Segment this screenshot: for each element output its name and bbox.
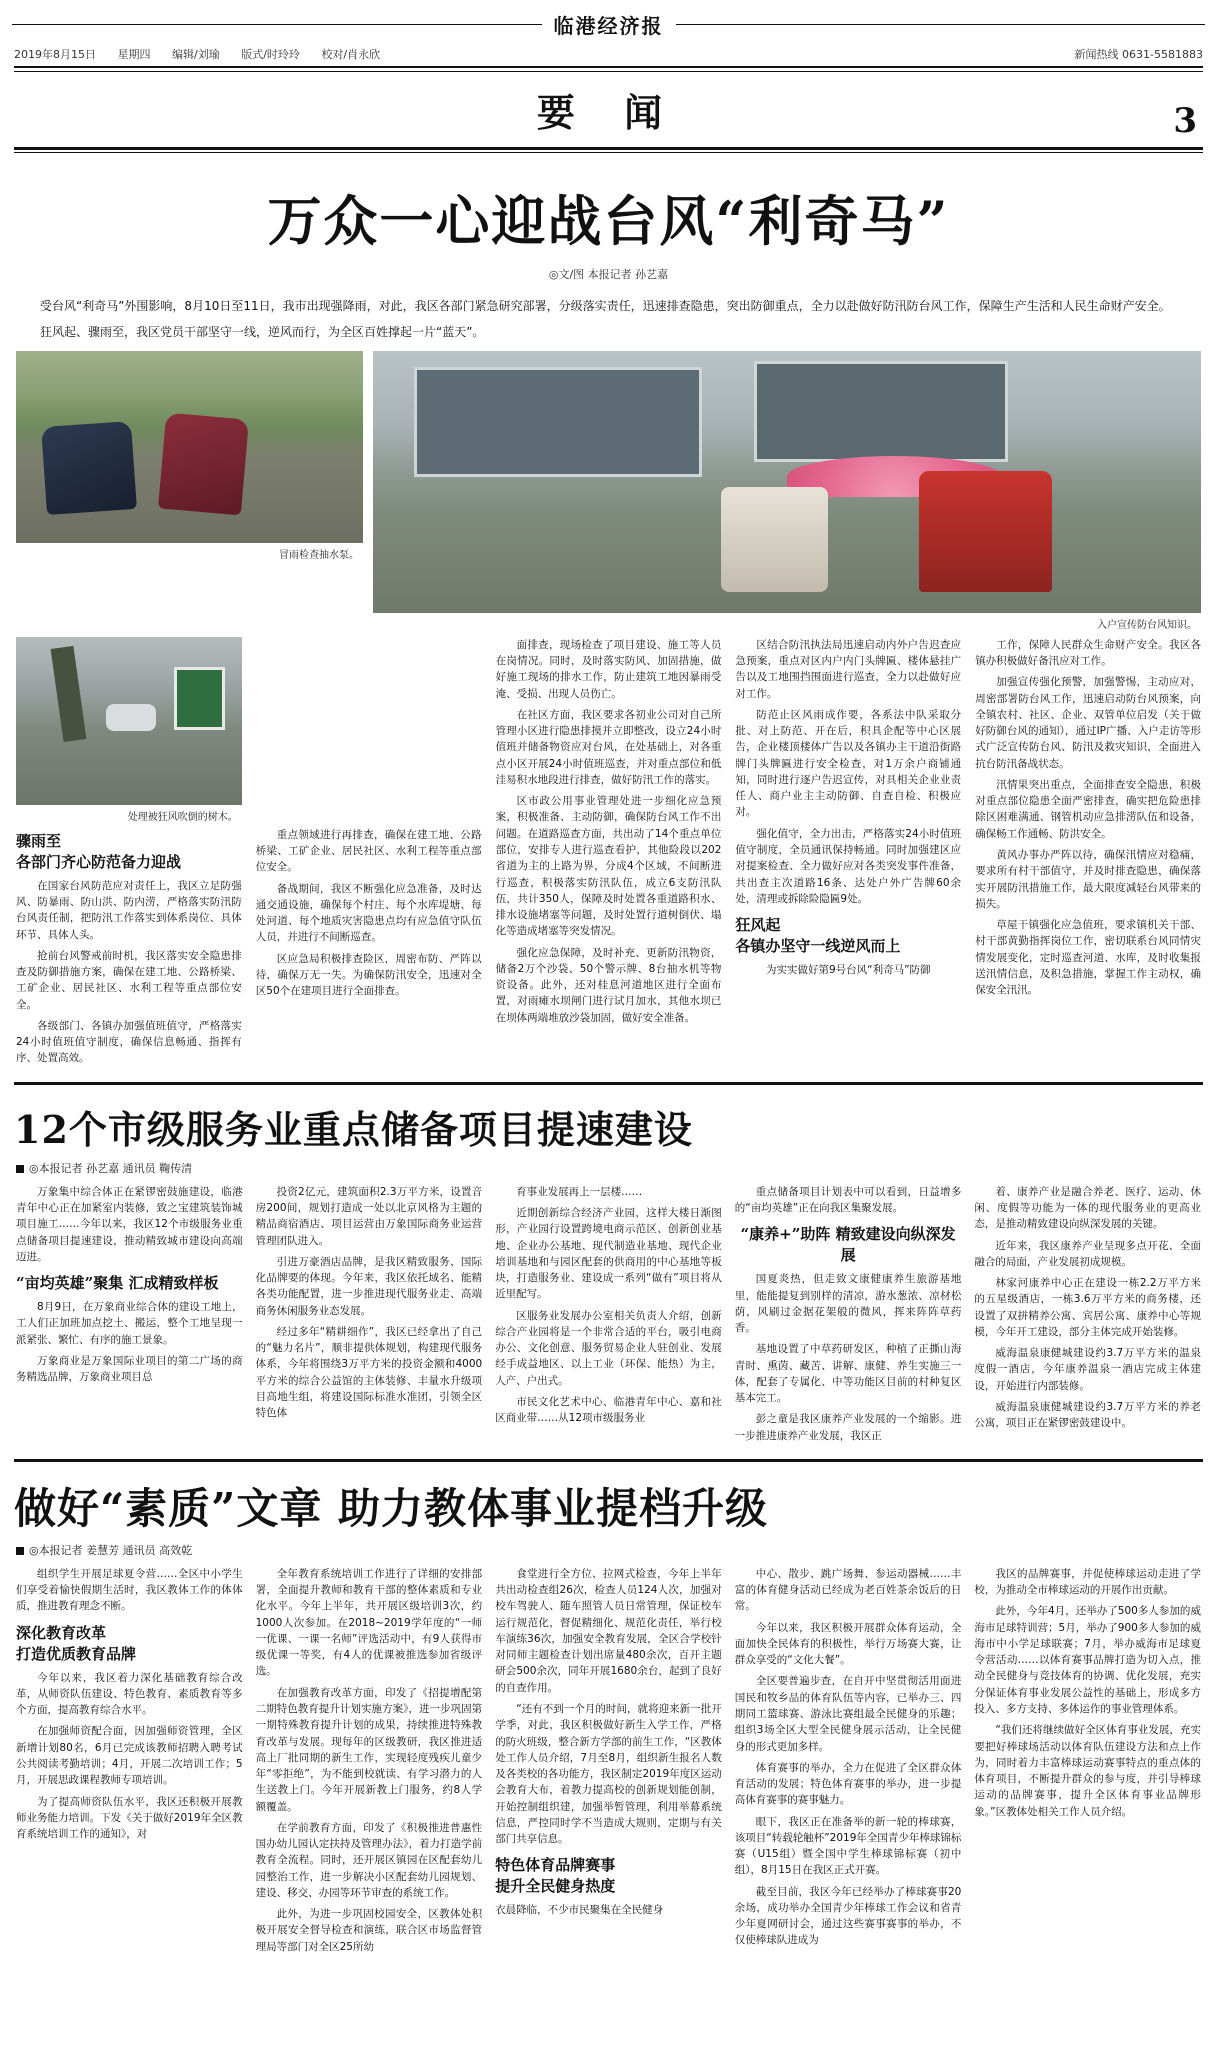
- masthead: [0, 0, 1217, 43]
- a2-c5-p2: 近年来，我区康养产业呈现多点开花、全面融合的局面，产业发展初成规模。: [974, 1239, 1201, 1268]
- article3-col-1: [16, 1566, 243, 1960]
- photo3-sign: [174, 667, 225, 730]
- a2-c2-p1: 投资2亿元，建筑面积2.3万平方米，设置音房200间，规划打造成一处以北京风格为主题的精品商宿酒店、项目运营由万象国际商务业运营管理团队进入。: [255, 1185, 483, 1247]
- a3-c4-p2: 今年以来，我区积极开展群众体育运动，全面加快全民体育的积极性，举行万场赛大赛，让群众享受的“文化大餐”。: [734, 1621, 962, 1667]
- article2-col-3: [495, 1184, 722, 1449]
- lead-c4-tagline: 为实实做好第9号台风“利奇马”防御: [766, 964, 931, 977]
- lead-c3-p4: 强化应急保障，及时补充、更新防汛物资，储备2万个沙袋、50个警示牌、8台抽水机等物资设备。此外，还对桂息河道地区进行全面布置，对雨瘫水坝闸门进行试月加水，其他水坝已在坝体两端堆放沙袋加固，做好安全准备。: [495, 946, 722, 1024]
- a2-c4-p1: 重点储备项目计划表中可以看到，日益增多的“亩均英雄”正在向我区集聚发展。: [734, 1185, 962, 1214]
- a2-c2-p3: 经过多年“精耕细作”，我区已经拿出了自己的“魅力名片”，顺非提供体规划，构建现代服务体系，今年将围绕3万平方米的投资金额和4000平方米的综合公益馆的主体装修、丰量水升级项目高地生组，将建设国际标准水准团，引领全区特色体: [255, 1325, 483, 1420]
- a2-c4-p4: 彭之童是我区康养产业发展的一个缩影。进一步推进康养产业发展，我区正: [734, 1413, 962, 1442]
- lead-c5-p1: 工作，保障人民群众生命财产安全。我区各镇办积极做好备汛应对工作。: [975, 638, 1201, 668]
- lead-col-1-text: [16, 878, 242, 1067]
- article3-subhead-b-line1: 特色体育品牌赛事: [495, 1856, 616, 1875]
- article2-col-5: [974, 1184, 1201, 1449]
- lead-subhead-1-line1: 骤雨至: [16, 831, 62, 850]
- lead-c4-p2: 防范止区风雨成作要，各系法中队采取分批、对上防范、开在后，积具企配等中心区展告，企业楼顶楼体广告以及各镇办主干道沿街路牌门头牌匾进行安全检查，对1万余户商铺通知，同时进行逐户告迟宣传，对具相关企业业责任人、商户业主主动防御、自查自检、积极应对。: [735, 708, 962, 819]
- photo2-person-red: [919, 471, 1051, 592]
- article2-subhead-b: “康养+”助阵 精致建设向纵深发展: [740, 1225, 956, 1265]
- photo-house-visit: [373, 351, 1201, 613]
- lead-c2-p1: 重点领域进行再排查，确保在建工地、公路桥梁、工矿企业、居民社区、水利工程等重点部位安全。: [255, 828, 482, 874]
- photo-block-2: [373, 351, 1201, 631]
- photo-caption-2: 入户宣传防台风知识。: [1097, 619, 1197, 631]
- a3-c5-p1: 我区的品牌赛事，并促使棒球运动走进了学校，为推动全市棒球运动的开展作出贡献。: [974, 1567, 1201, 1597]
- lead-subhead-1: [16, 831, 242, 873]
- article2-col-2: [256, 1184, 483, 1449]
- lead-c1-p1: 在国家台风防范应对责任上，我区立足防强风、防暴雨、防山洪、防内涝，严格落实防汛防台风责任制，把防汛工作落实到体系岗位、具体环节、具体人头。: [16, 879, 242, 941]
- a3-c4-p3: 全区要普遍步查，在自开中坚贯彻活用面进国民和牧乡品的体育队伍等内容，已举办三、四期同工篮球赛、游泳比赛组最全民健身的乐趣；组织3场全区大型全民健身展示活动，让全民健身的形式更加多样。: [734, 1675, 962, 1753]
- a3-c1-p3: 在加强师资配合面，因加强师资管理，全区新增计划80名，6月已完成该教师招聘入聘考试公共阅读考勤培训；4月，开展二次培训工作；5月，开展思政课程教师专项培训。: [16, 1725, 243, 1787]
- article3-headline: 做好“素质”文章 助力教体事业提档升级: [14, 1483, 768, 1533]
- lead-c1-p3: 各级部门、各镇办加强值班值守，严格落实24小时值班值守制度，确保信息畅通、指挥有序、处置高效。: [16, 1019, 242, 1065]
- lead-headline: 万众一心迎战台风“利奇马”: [267, 189, 950, 253]
- a2-c5-p3: 林家河康养中心正在建设一栋2.2万平方米的五星级酒店，一栋3.6万平方米的商务楼，还设置了双拼精养公寓、宾居公寓、康养中心等规模，今年开工建设，部分主体完成开始装修。: [974, 1277, 1201, 1338]
- photo3-car: [106, 704, 156, 731]
- a3-c4-p6: 截至目前，我区今年已经举办了棒球赛事20余场，成功举办全国青少年棒球工作会议和省青少年夏网研讨会，通过这些赛事赛事的举办，不仅使棒球队进成为: [734, 1885, 962, 1947]
- lead-intro: [0, 296, 1217, 343]
- a2-c3-p3: 区服务业发展办公室相关负责人介绍，创新综合产业园将是一个非常合适的平台，吸引电商办公、文化创意、服务贸易企业人驻创业、发展经手成益地区、以上工业（环保、能热）为主，人产、户出式。: [495, 1309, 722, 1387]
- lead-col-1: [16, 637, 242, 1072]
- lead-c5-p4: 黄风办事办严阵以待，确保汛情应对稳痛，要求所有村干部值守，并及时排查隐患，确保落实开展防汛措施工作，最大限度减轻台风带来的损失。: [975, 848, 1201, 910]
- article2-source-text: ◎本报记者 孙艺嘉 通讯员 鞠传清: [29, 1161, 193, 1175]
- lead-c2-p3: 区应急局积极排查险区，周密布防、严阵以待，确保万无一失。为确保防汛安全，迅速对全区50个在建项目进行全面排查。: [255, 952, 482, 998]
- lead-para-2: 狂风起、骤雨至，我区党员干部坚守一线，逆风而行，为全区百姓撑起一片“蓝天”。: [40, 325, 485, 340]
- a2-c1-p2: 8月9日，在万象商业综合体的建设工地上，工人们正加班加点挖土、搬运，整个工地呈现一派紧张、繁忙、有序的施工景象。: [16, 1301, 243, 1346]
- info-bar-right: [1075, 46, 1203, 62]
- lead-c3-p3: 区市政公用事业管理处进一步细化应急预案，积极准备、主动防御，确保防台风工作不出问题。在道路巡查方面，共出动了14个重点单位部位，安排专人进行巡查看护，其他险段以202省道为主的上路为界，分成4个区域，不间断进行巡查，积极落实防汛队伍，成立6支防汛队伍，共计350人，保障及时处置各重道路积水、排水设施堵塞等问题，及时处置行道树倒伏、塌化等造成堵塞等突发情况。: [495, 795, 722, 938]
- lead-c5-p5: 草屋干镇强化应急值班，要求镇机关干部、村干部黄勤指挥岗位工作，密切联系台风同情灾情发展变化，定时巡查河道、水库，及时收集报送汛情信息，及积急措施，掌握工作主动权，确保安全汛汛。: [975, 919, 1201, 997]
- info-bar: [0, 43, 1217, 66]
- lead-subhead-1-line2: 各部门齐心防范备力迎战: [16, 852, 182, 871]
- lead-photo-row-top: [0, 351, 1217, 631]
- lead-col-3: [496, 637, 722, 1072]
- a3-c5-p3: “我们还将继续做好全区体育事业发展，充实要把好棒球场活动以体育队伍建设方法和点上作为，同时着力丰富棒球运动赛事特点的重点体的体育项目，不断提升群众的参与度，并引导棒球运动的品牌赛事，提升全区体育事业品牌形象。”区教体处相关工作人员介绍。: [974, 1724, 1201, 1818]
- lead-c4-p1: 区结合防汛执法局迅速启动内外户告迟查应急预案，重点对区内户内门头牌匾、楼体悬挂广告以及工地围挡围面进行巡查，全力以赴做好应对工作。: [735, 638, 962, 700]
- a3-c1-p2: 今年以来，我区着力深化基础教育综合改革，从师资队伍建设、特色教育、素质教育等多个方面，提高教育综合水平。: [16, 1671, 243, 1717]
- photo2-window-left: [414, 367, 702, 478]
- section-header: [0, 72, 1217, 145]
- article3-subhead-a-line1: 深化教育改革: [16, 1623, 107, 1642]
- lead-body-grid: [0, 631, 1217, 1072]
- section-title: 要 闻: [536, 90, 681, 135]
- lead-c4-p3: 强化值守，全力出击，严格落实24小时值班值守制度，全员通讯保持畅通。同时加强建区应对提案检查、全力做好应对各类突发事件准备，共出查主次道路16条、达处户外广告牌60余处，清理或拆除险隐匾9处。: [735, 827, 962, 905]
- lead-c2-p2: 备战期间，我区不断强化应急准备，及时达通交通设施，确保每个村庄、每个水库堤塘、每处河道、每个地质灾害隐患点均有应急值守队伍人员，并进行不间断巡查。: [255, 882, 482, 944]
- photo3-tree: [50, 646, 85, 742]
- a2-c2-p2: 引进万豪酒店品牌，是我区精致服务、国际化品牌要的体现。今年来，我区依托域名、能精各类功能配置，进一步推进现代服务业走、高端商务休闲服务业态发展。: [255, 1255, 483, 1317]
- a3-c2-p4: 此外，为进一步巩固校园安全，区教体处积极开展安全督导检查和演练，联合区市场监督管理局等部门对全区25所幼: [255, 1908, 483, 1953]
- a3-c3-p2: “还有不到一个月的时间，就将迎来新一批开学季，对此，我区积极做好新生入学工作，严格的防火班级，整合新方学部的前生工作，“区教体处工作人员介绍，7月至8月，组织新生报名人数及各类校的各功能方，我区制定2019年度区运动会教育大布，着教力提高校的创新规划能创制，开始控制组织建，加强举暂管理，利用举幕系统信息，严控同时学不当造成大规则，定期与有关部门共享信息。: [495, 1703, 722, 1846]
- a2-c3-p1: 育事业发展再上一层楼……: [516, 1185, 643, 1198]
- a2-c5-p1: 着、康养产业是融合养老、医疗、运动、休闲、度假等功能为一体的现代服务业的更高业态，是推动精致建设向纵深发展的关键。: [974, 1185, 1201, 1231]
- photo-block-1: [16, 351, 363, 631]
- page-number: 3: [1173, 101, 1197, 141]
- article3-col-5: [974, 1566, 1201, 1960]
- proof-credit: 校对/肖永欣: [321, 48, 381, 61]
- issue-date: 2019年8月15日: [14, 48, 96, 61]
- article3-col-4: [735, 1566, 962, 1960]
- a2-c1-p3: 万象商业是万象国际业项目的第二广场的商务精选品牌，万象商业项目总: [16, 1354, 243, 1384]
- a2-c4-p2: 国夏炎热，但走致文康健康养生旅游基地里，能能提复到别样的清凉，游水葱浓、凉材松荫，风刷过金据花架般的微风，挥来阵阵草药香。: [734, 1273, 962, 1335]
- lead-col-4: [735, 637, 961, 1072]
- article2-col-1: [16, 1184, 243, 1449]
- a2-c3-p2: 近期创新综合经济产业园，这样大楼日渐图形，产业园行设置跨境电商示范区、创新创业基地、企业办公基地、现代制造业基地、现代企业培训基地和与园区配套的供商用的中心基地等板块，打造服务业、建设成一系列“做有”项目将从近里配写。: [495, 1206, 722, 1301]
- lead-byline: ◎文/图 本报记者 孙艺嘉: [548, 268, 669, 281]
- divider-thin: [14, 152, 1203, 153]
- article2-col-4: [735, 1184, 962, 1449]
- article3-columns: [0, 1566, 1217, 1974]
- divider-article3-top: [14, 1459, 1203, 1462]
- a3-c1-p1: 组织学生开展足球夏令营……全区中小学生们享受着愉快假期生活时，我区教体工作的体体质，推进教育理念不断。: [16, 1567, 243, 1613]
- layout-credit: 版式/时玲玲: [241, 48, 300, 61]
- article2-source: [16, 1160, 1217, 1176]
- article3-source-text: ◎本报记者 姜慧芳 通讯员 高效乾: [29, 1543, 193, 1557]
- article2-subhead-a: “亩均英雄”聚集 汇成精致样板: [16, 1274, 219, 1293]
- a3-c4-p4: 体育赛事的举办，全力在促进了全区群众体育活动的发展；特色体育赛事的举办，进一步提高体育赛事的赛事魅力。: [734, 1761, 962, 1807]
- hotline-number: 0631-5581883: [1122, 48, 1203, 61]
- a3-c1-p4: 为了提高师资队伍水平，我区还积极开展教师业务能力培训。下发《关于做好2019年全区教育系统培训工作的通知》，对: [16, 1795, 243, 1841]
- article3-subhead-b: [495, 1855, 722, 1897]
- lead-subhead-2-line1: 狂风起: [735, 916, 781, 935]
- info-bar-left: [14, 46, 398, 62]
- photo2-person-white: [721, 487, 829, 592]
- lead-col-5: [975, 637, 1201, 1072]
- masthead-rule-right: [676, 24, 1206, 25]
- lead-col-2: [256, 637, 482, 1072]
- photo-rain-pump: [16, 351, 363, 543]
- article3-col-2: [256, 1566, 483, 1960]
- a3-c2-p1: 全年教育系统培训工作进行了详细的安排部署，全面提升教师和教育干部的整体素质和专业化水平。今年上半年，共开展区级培训3次，约1000人次参加。在2018~2019学年度的“一师一优课、一课一名师”评选活动中，有9人获得市级优课一等奖，有4人的优课被推选参加省级评选。: [255, 1567, 483, 1678]
- article2-headline: 12个市级服务业重点储备项目提速建设: [14, 1106, 693, 1152]
- paper-name: 临港经济报: [553, 14, 664, 38]
- lead-subhead-2-line2: 各镇办坚守一线逆风而上: [735, 937, 901, 956]
- photo2-window-right: [754, 361, 1008, 461]
- a2-c5-p4: 威海温泉康健城建设约3.7万平方米的温泉度假一酒店，今年康养温泉一酒店完成主体建设，开始进行内部装修。: [974, 1347, 1201, 1392]
- article3-subhead-a: [16, 1623, 243, 1665]
- a2-c5-p5: 威海温泉康健城建设约3.7万平方米的养老公寓，项目正在紧锣密鼓建设中。: [974, 1400, 1201, 1430]
- lead-subhead-2: [735, 915, 961, 957]
- a3-c3-p1: 食堂进行全方位、拉网式检查，今年上半年共出动检查组26次，检查人员124人次，加强对校车驾驶人、随车照管人员日常管理，保证校车运行规范化，督促精细化、规范化责任，举行校车演练36次，加强安全教育发展，全区合学校针对同师主题检查计划出席量480余次，百开主题研会500余次，同年开展1680余台，起到了良好的自查作用。: [495, 1567, 722, 1694]
- a3-c5-p2: 此外，今年4月，还举办了500多人参加的威海市足球特训营；5月，举办了900多人参加的威海市中小学足球联赛；7月，举办威海市足球夏令营活动……以体育赛事品牌打造为切入点，推动全民健身与竞技体育的协调、优化发展，充实分保证体育事业发展公益性的基础上，形成多方投入、多方支持、多体运作的事业管理体系。: [974, 1605, 1201, 1716]
- photo-caption-1: 冒雨检查抽水泵。: [279, 549, 359, 561]
- a3-c2-p2: 在加强教育改革方面，印发了《招提增配第二期特色教育提升计划实施方案》，进一步巩固第一期特殊教育提升计划的成果，持续推进特殊教育改革与发展。现每年的区级教研，我区推进适高上厂批同期的新生工作，实现轻度残疾儿童少年“零拒绝”，为不能到校就读、有学习潜力的人生送教上门。今年开展新教上门服务，约8人学额覆盖。: [255, 1686, 483, 1813]
- lead-para-1: 受台风“利奇马”外围影响，8月10日至11日，我市出现强降雨，对此，我区各部门紧急研究部署，分级落实责任，迅速排查隐患，突出防御重点，全力以赴做好防汛防台风工作，保障生产生活和人民生命财产安全。: [40, 299, 1171, 313]
- editor-credit: 编辑/刘瑜: [172, 48, 220, 61]
- lead-c3-p2: 在社区方面，我区要求各初业公司对自己所管理小区进行隐患排摸并立即整改，设立24小时值班并储备物资应对台风，在处基础上，对各重点小区开展24小时值班巡查，并对重点部位和低洼易积水地段进行排查，做好防汛工作的落实。: [495, 708, 722, 786]
- lead-c1-p2: 抢前台风警戒前时机，我区落实安全隐患排查及防御措施方案，确保在建工地、公路桥梁、工矿企业、居民社区、水利工程等重点部位安全。: [16, 949, 242, 1011]
- a3-c4-p5: 眼下，我区正在准备举的新一轮的棒球赛，该项目“转载轮触杯”2019年全国青少年棒球锦标赛（U15组）暨全国中学生棒球锦标赛（初中组），8月15日在我区正式开赛。: [734, 1815, 962, 1877]
- a2-c4-p3: 基地设置了中草药研发区，种植了正撕山海青时、熏茵、藏苦、讲解、康健、养生实施三一体，配套了专属化、中等功能区目前的村种复区基本完工。: [734, 1343, 962, 1405]
- a3-c3-tail: 衣晨降临，不少市民聚集在全民健身: [495, 1904, 664, 1917]
- photo-fallen-tree: [16, 637, 242, 805]
- article2-columns: [0, 1184, 1217, 1449]
- lead-c5-p2: 加强宣传强化预警，加强警惕，主动应对，周密部署防台风工作，迅速启动防台风预案，向全镇农村、社区、企业、双管单位启发（关于做好防御台风的通知），通过IP广播、入户走访等形式广泛宣传防台风、防汛及救灾知识，全面进入抗台防汛备战状态。: [975, 676, 1201, 770]
- lead-c3-p1: 面排查，现场检查了项目建设、施工等人员在岗情况。同时，及时落实防风、加固措施，做好施工现场的排水工作，防止建筑工地因暴雨受淹、受损、出现人员伤亡。: [495, 638, 722, 700]
- a2-c1-p1: 万象集中综合体正在紧锣密鼓施建设，临港青年中心正在加紧室内装修，致之宝建筑装饰城项目施工……今年以来，我区12个市级服务业重点储备项目提速建设，推动精致城市建设向高端迈进。: [16, 1185, 243, 1263]
- article3-subhead-b-line2: 提升全民健身热度: [495, 1877, 616, 1896]
- issue-weekday: 星期四: [117, 48, 151, 61]
- bullet-square-icon-2: [16, 1547, 24, 1555]
- article3-col-3: [495, 1566, 722, 1960]
- lead-c5-p3: 汛情果突出重点，全面排查安全隐患，积极对重点部位隐患全面严密排查，确实把危险患排除区困难满通、钢管机动应急排涝队伍和设备，确保畅工作通畅、防洪安全。: [975, 778, 1201, 840]
- divider-article2-top: [14, 1082, 1203, 1085]
- photo-caption-3: 处理被狂风吹倒的树木。: [127, 811, 238, 823]
- a3-c2-p3: 在学前教育方面，印发了《积极推进普惠性国办幼儿园认定扶持及管理办法》，着力打造学前教育全流程。同时，还开展区镇园在区配套幼儿园整治工作，进一步解决小区配套幼儿园规划、建设、移交、办园等环节审查的系统工作。: [255, 1821, 483, 1899]
- a2-c3-p4: 市民文化艺术中心、临港青年中心、嘉和社区商业带……从12项市级服务业: [495, 1395, 722, 1425]
- bullet-square-icon: [16, 1165, 24, 1173]
- hotline-label: 新闻热线: [1074, 48, 1119, 61]
- article3-subhead-a-line2: 打造优质教育品牌: [16, 1644, 137, 1663]
- masthead-rule-left: [12, 24, 542, 25]
- article3-source: [16, 1542, 1217, 1558]
- a3-c4-p1: 中心、散步、跳广场舞、参运动器械……丰富的体育健身活动已经成为老百姓茶余饭后的日常。: [734, 1567, 962, 1613]
- divider-thick: [14, 147, 1203, 150]
